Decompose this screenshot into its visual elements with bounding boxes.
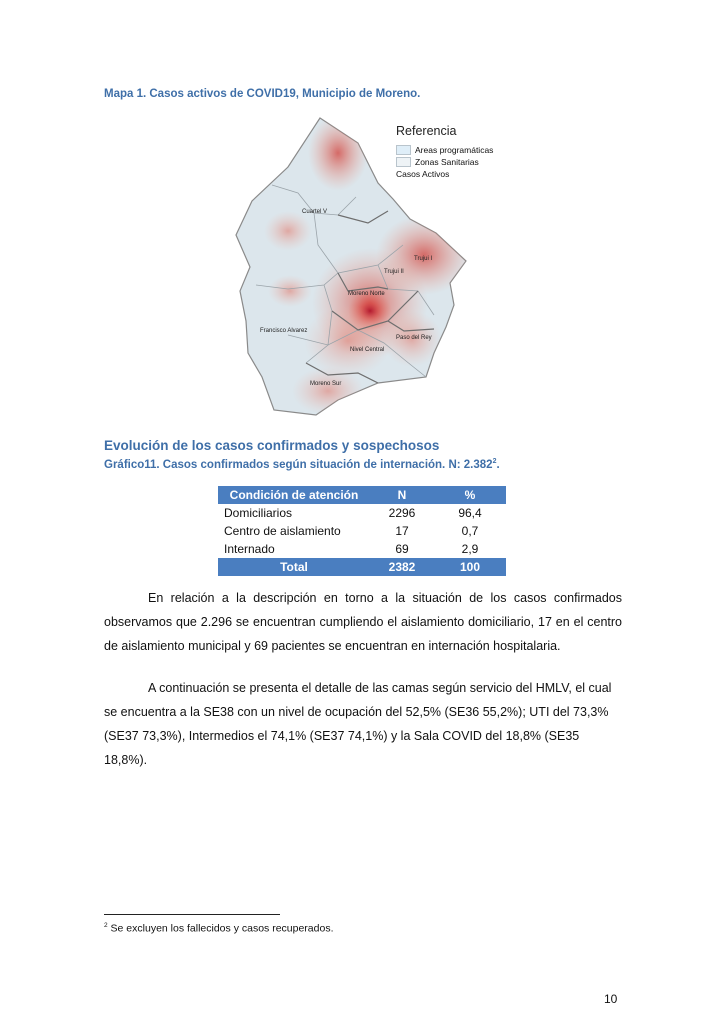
table-total-n: 2382	[370, 558, 434, 576]
table-cell: 0,7	[461, 524, 479, 538]
map-label-moreno-norte: Moreno Norte	[348, 291, 385, 297]
map-label-nivel-central: Nivel Central	[350, 347, 385, 353]
table-cell: 17	[395, 524, 409, 538]
map-label-trujui-i: Trujui I	[414, 256, 433, 262]
legend-title: Referencia	[396, 124, 457, 138]
legend-label-casos: Casos Activos	[396, 168, 450, 179]
map-label-paso-del-rey: Paso del Rey	[396, 335, 432, 341]
table-header-pct: %	[434, 486, 506, 504]
table-header-condicion: Condición de atención	[218, 486, 370, 504]
table-cell: 69	[395, 542, 409, 556]
footnote-divider	[104, 914, 280, 915]
chart-caption-text: Gráfico11. Casos confirmados según situación de internación. N: 2.382	[104, 458, 493, 471]
table-cell: Internado	[224, 542, 275, 556]
section-heading: Evolución de los casos confirmados y sospechosos	[104, 438, 440, 453]
table-header-n: N	[370, 486, 434, 504]
table-row	[218, 522, 506, 540]
table-total-row	[218, 558, 506, 576]
map-label-trujui-ii: Trujui II	[384, 269, 404, 275]
table-header-row	[218, 486, 506, 504]
legend-swatch-zonas	[396, 157, 411, 167]
table-row	[218, 504, 506, 522]
legend-item-areas	[396, 144, 493, 155]
map-caption: Mapa 1. Casos activos de COVID19, Municipio de Moreno.	[104, 88, 421, 100]
map-label-moreno-sur: Moreno Sur	[310, 381, 342, 387]
table-cell: 2296	[388, 506, 416, 520]
table-total-pct: 100	[434, 558, 506, 576]
legend-label-zonas: Zonas Sanitarias	[415, 156, 479, 167]
map-label-cuartel-v: Cuartel V	[302, 209, 328, 215]
table-cell: Centro de aislamiento	[224, 524, 341, 538]
footnote-text: Se excluyen los fallecidos y casos recuperados.	[107, 922, 334, 935]
table-cell: Domiciliarios	[224, 506, 293, 520]
table-row	[218, 540, 506, 558]
paragraph-casos-confirmados: En relación a la descripción en torno a la situación de los casos confirmados observamos que 2.296 se encuentran cumpliendo el aislamiento domiciliario, 17 en el centro de aislamiento municipal y 69 pacientes se encuentran en internación hospitalaria.	[104, 591, 622, 653]
legend-item-zonas	[396, 156, 493, 167]
paragraph-camas-hmlv: A continuación se presenta el detalle de las camas según servicio del HMLV, el cual se encuentra a la SE38 con un nivel de ocupación del 52,5% (SE36 55,2%); UTI del 73,3% (SE37 73,3%), Intermedios el 74,1% (SE37 74,1%) y la Sala COVID del 18,8% (SE35 18,8%).	[104, 681, 612, 767]
chart-caption-footnote-ref: 2	[492, 458, 497, 465]
cases-table	[218, 486, 506, 576]
chart-caption-end: .	[496, 458, 500, 471]
table-cell: 2,9	[461, 542, 479, 556]
page-number: 10	[604, 992, 618, 1006]
map-legend	[396, 124, 493, 180]
footnote	[104, 922, 334, 935]
legend-item-casos	[396, 168, 493, 179]
chart-caption	[104, 458, 500, 471]
table-cell: 96,4	[458, 506, 482, 520]
legend-label-areas: Areas programáticas	[415, 144, 494, 155]
footnote-marker: 2	[104, 922, 108, 929]
table-total-label: Total	[218, 558, 370, 576]
legend-swatch-areas	[396, 145, 411, 155]
map-label-francisco-alvarez: Francisco Alvarez	[260, 328, 308, 334]
